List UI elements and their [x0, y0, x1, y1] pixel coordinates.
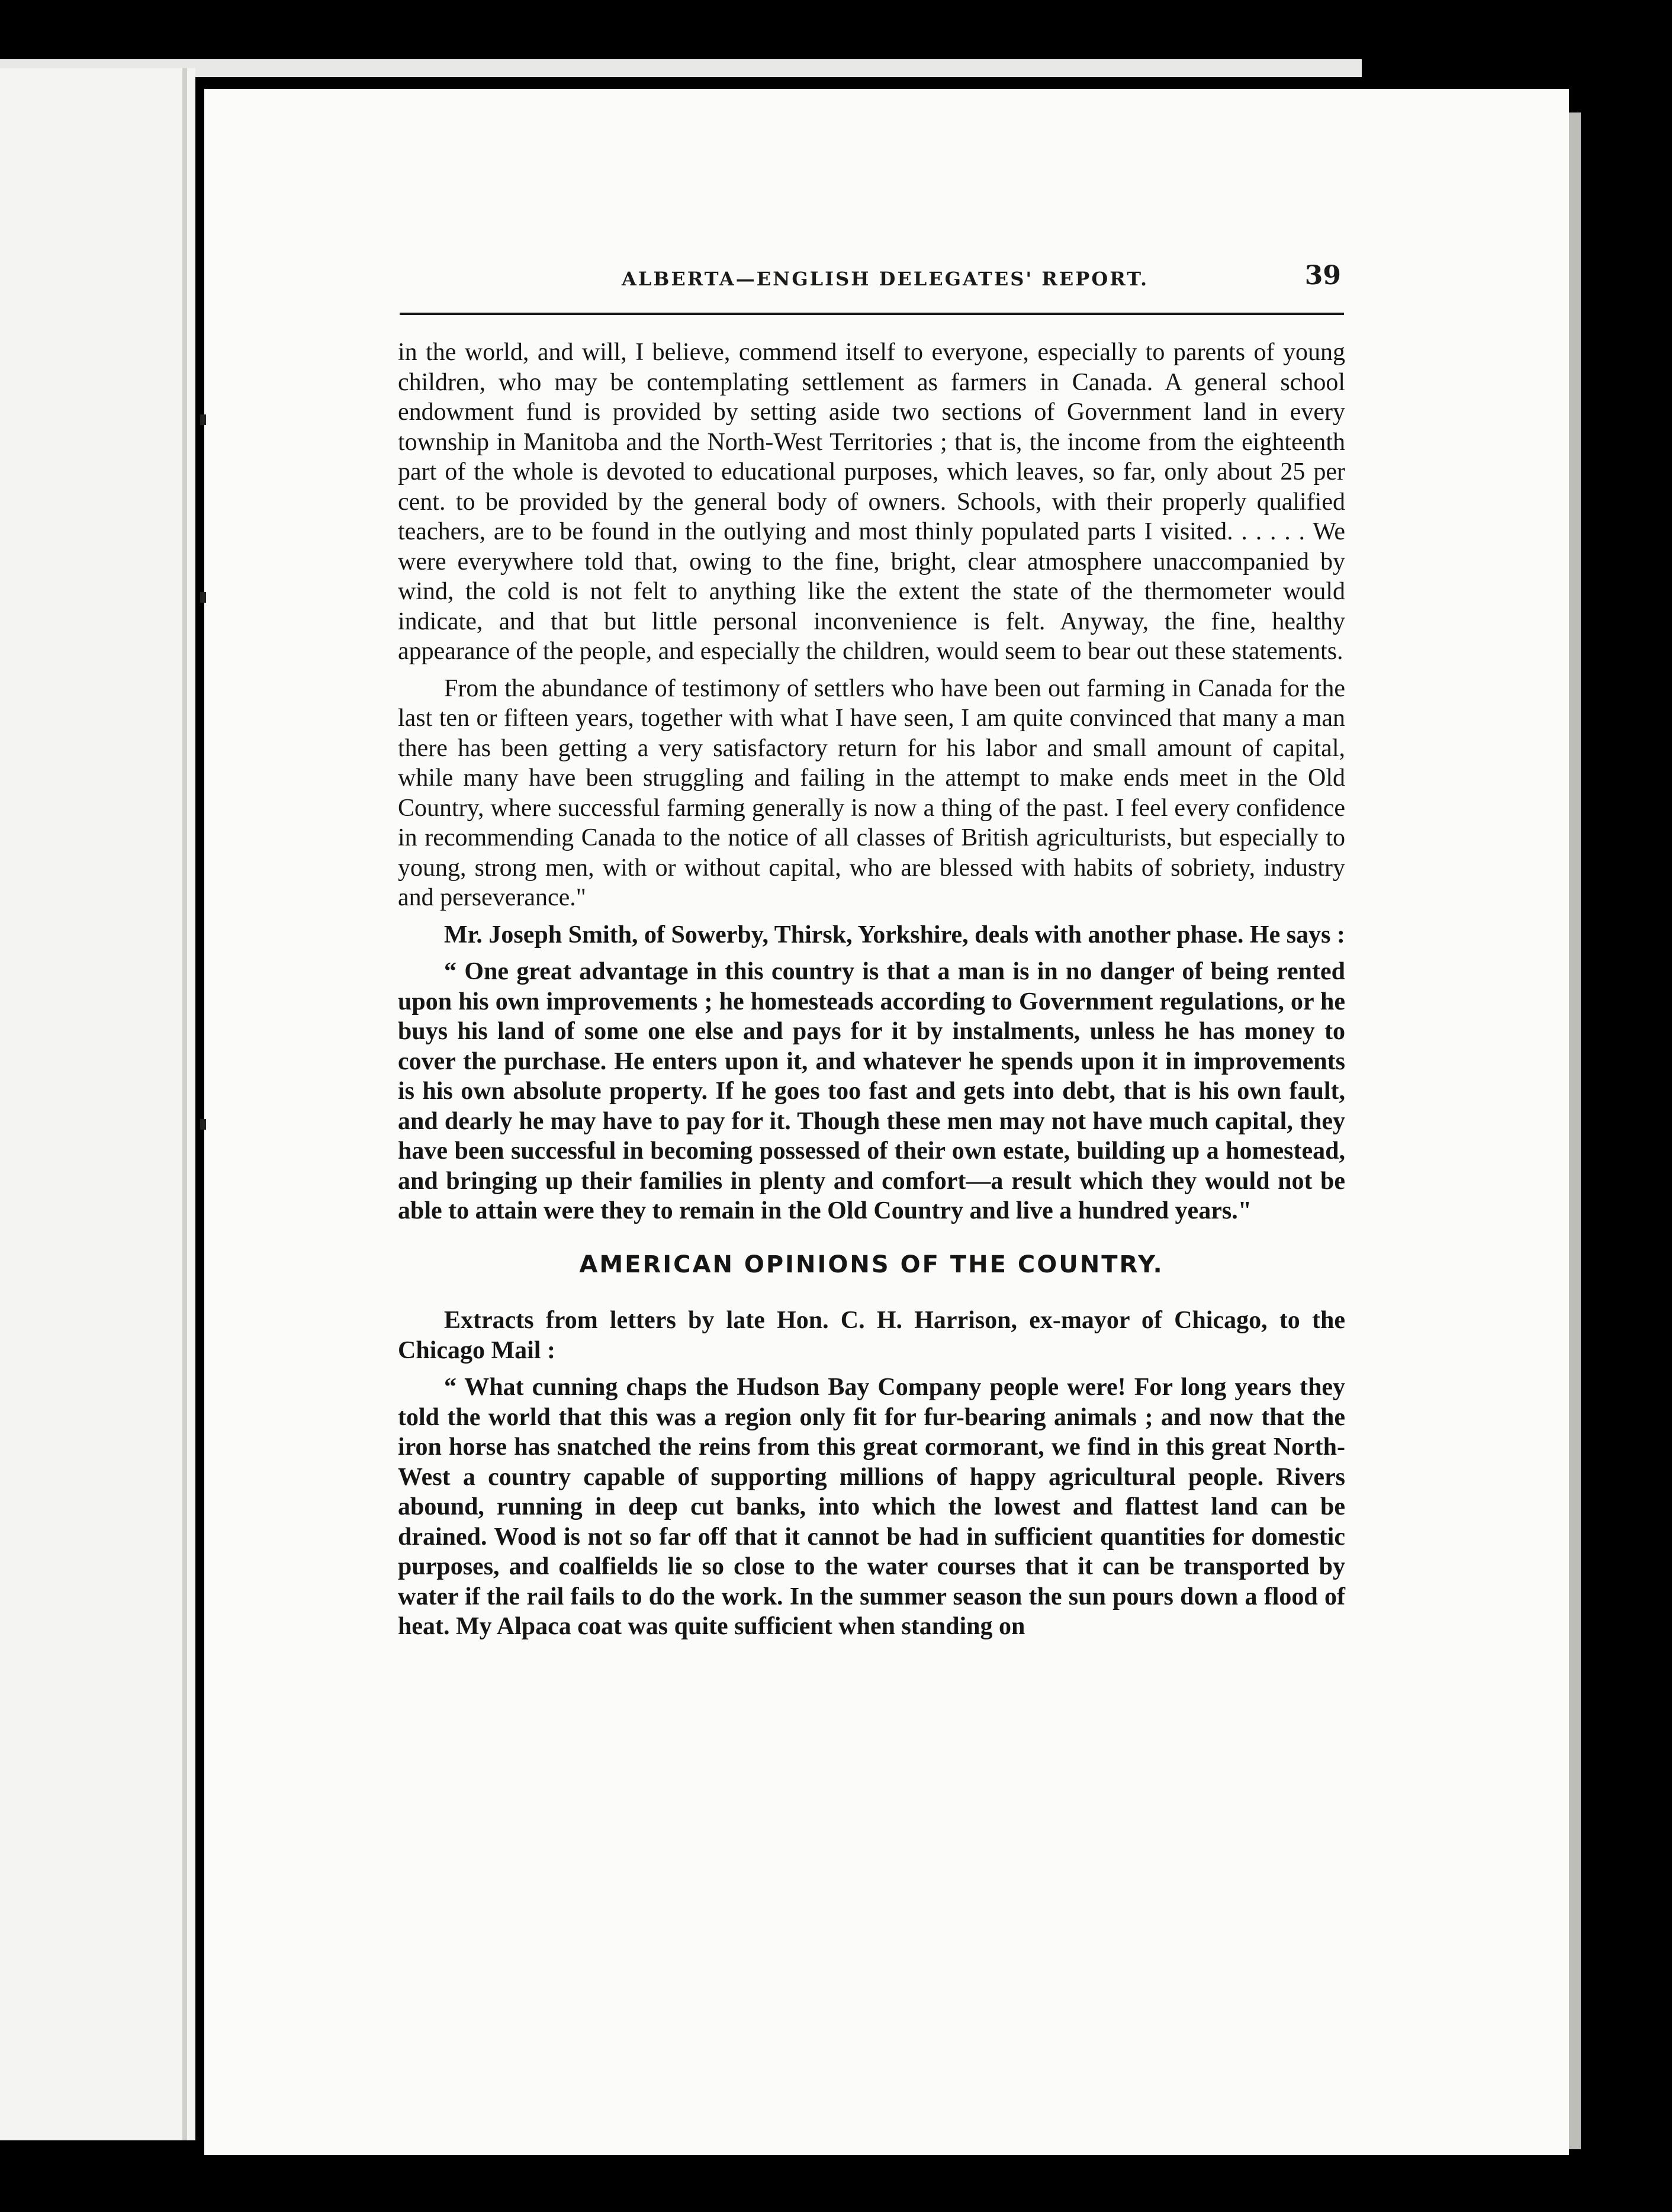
paragraph: Extracts from letters by late Hon. C. H. Harrison, ex-mayor of Chicago, to the Chicago Mail :	[398, 1307, 1345, 1364]
margin-mark	[200, 414, 206, 425]
running-head: ALBERTA—ENGLISH DELEGATES' REPORT.	[622, 268, 1149, 290]
margin-mark	[200, 1119, 206, 1130]
page-edge-shadow	[1569, 112, 1581, 2149]
paragraph: Mr. Joseph Smith, of Sowerby, Thirsk, Yorkshire, deals with another phase. He says :	[444, 921, 1345, 949]
left-facing-page	[0, 68, 195, 2140]
paragraph: From the abundance of testimony of settlers who have been out farming in Canada for the last ten or fifteen years, together with what I have seen, I am quite convinced that many a man there has been getting a very satisfactory return for his labor and small amount of capital, while many have been struggling and failing in the attempt to make ends meet in the Old Country, where successful farming generally is now a thing of the past. I feel every confidence in recommending Canada to the notice of all classes of British agriculturists, but especially to young, strong men, with or without capital, who are blessed with habits of sobriety, industry and perseverance."	[398, 674, 1345, 911]
page-header	[397, 261, 1347, 314]
left-page-edge	[182, 68, 187, 2140]
page-body	[398, 337, 1345, 1649]
section-heading: AMERICAN OPINIONS OF THE COUNTRY.	[579, 1250, 1164, 1278]
margin-mark	[200, 592, 206, 603]
paragraph: “ One great advantage in this country is that a man is in no danger of being rented upon his own improvements ; he homesteads according to Government regulations, or he buys his land of some one else and pays for it by instalments, unless he has money to cover the purchase. He enters upon it, and whatever he spends upon it in improvements is his own absolute property. If he goes too fast and gets into debt, that is his own fault, and dearly he may have to pay for it. Though these men may not have much capital, they have been successful in becoming possessed of their own estate, building up a homestead, and bringing up their families in plenty and comfort—a result which they would not be able to attain were they to remain in the Old Country and live a hundred years."	[398, 958, 1345, 1224]
scan-top-strip	[0, 59, 1362, 77]
header-rule	[400, 313, 1344, 315]
page-number: 39	[1304, 261, 1341, 291]
paragraph: “ What cunning chaps the Hudson Bay Company people were! For long years they told the world that this was a region only fit for fur-bearing animals ; and now that the iron horse has snatched the reins from this great cormorant, we find in this great North-West a country capable of supporting millions of happy agricultural people. Rivers abound, running in deep cut banks, into which the lowest and flattest land can be drained. Wood is not so far off that it cannot be had in sufficient quantities for domestic purposes, and coalfields lie so close to the water courses that it can be transported by water if the rail fails to do the work. In the summer season the sun pours down a flood of heat. My Alpaca coat was quite sufficient when standing on	[398, 1374, 1345, 1640]
paragraph: in the world, and will, I believe, commend itself to everyone, especially to parents of young children, who may be contemplating settlement as farmers in Canada. A general school endowment fund is provided by setting aside two sections of Government land in every township in Manitoba and the North-West Territories ; that is, the income from the eighteenth part of the whole is devoted to educational purposes, which leaves, so far, only about 25 per cent. to be provided by the general body of owners. Schools, with their properly qualified teachers, are to be found in the outlying and most thinly populated parts I visited. . . . . . We were everywhere told that, owing to the fine, bright, clear atmosphere unaccompanied by wind, the cold is not felt to anything like the extent the state of the thermometer would indicate, and that but little personal inconvenience is felt. Anyway, the fine, healthy appearance of the people, and especially the children, would seem to bear out these statements.	[398, 339, 1345, 665]
